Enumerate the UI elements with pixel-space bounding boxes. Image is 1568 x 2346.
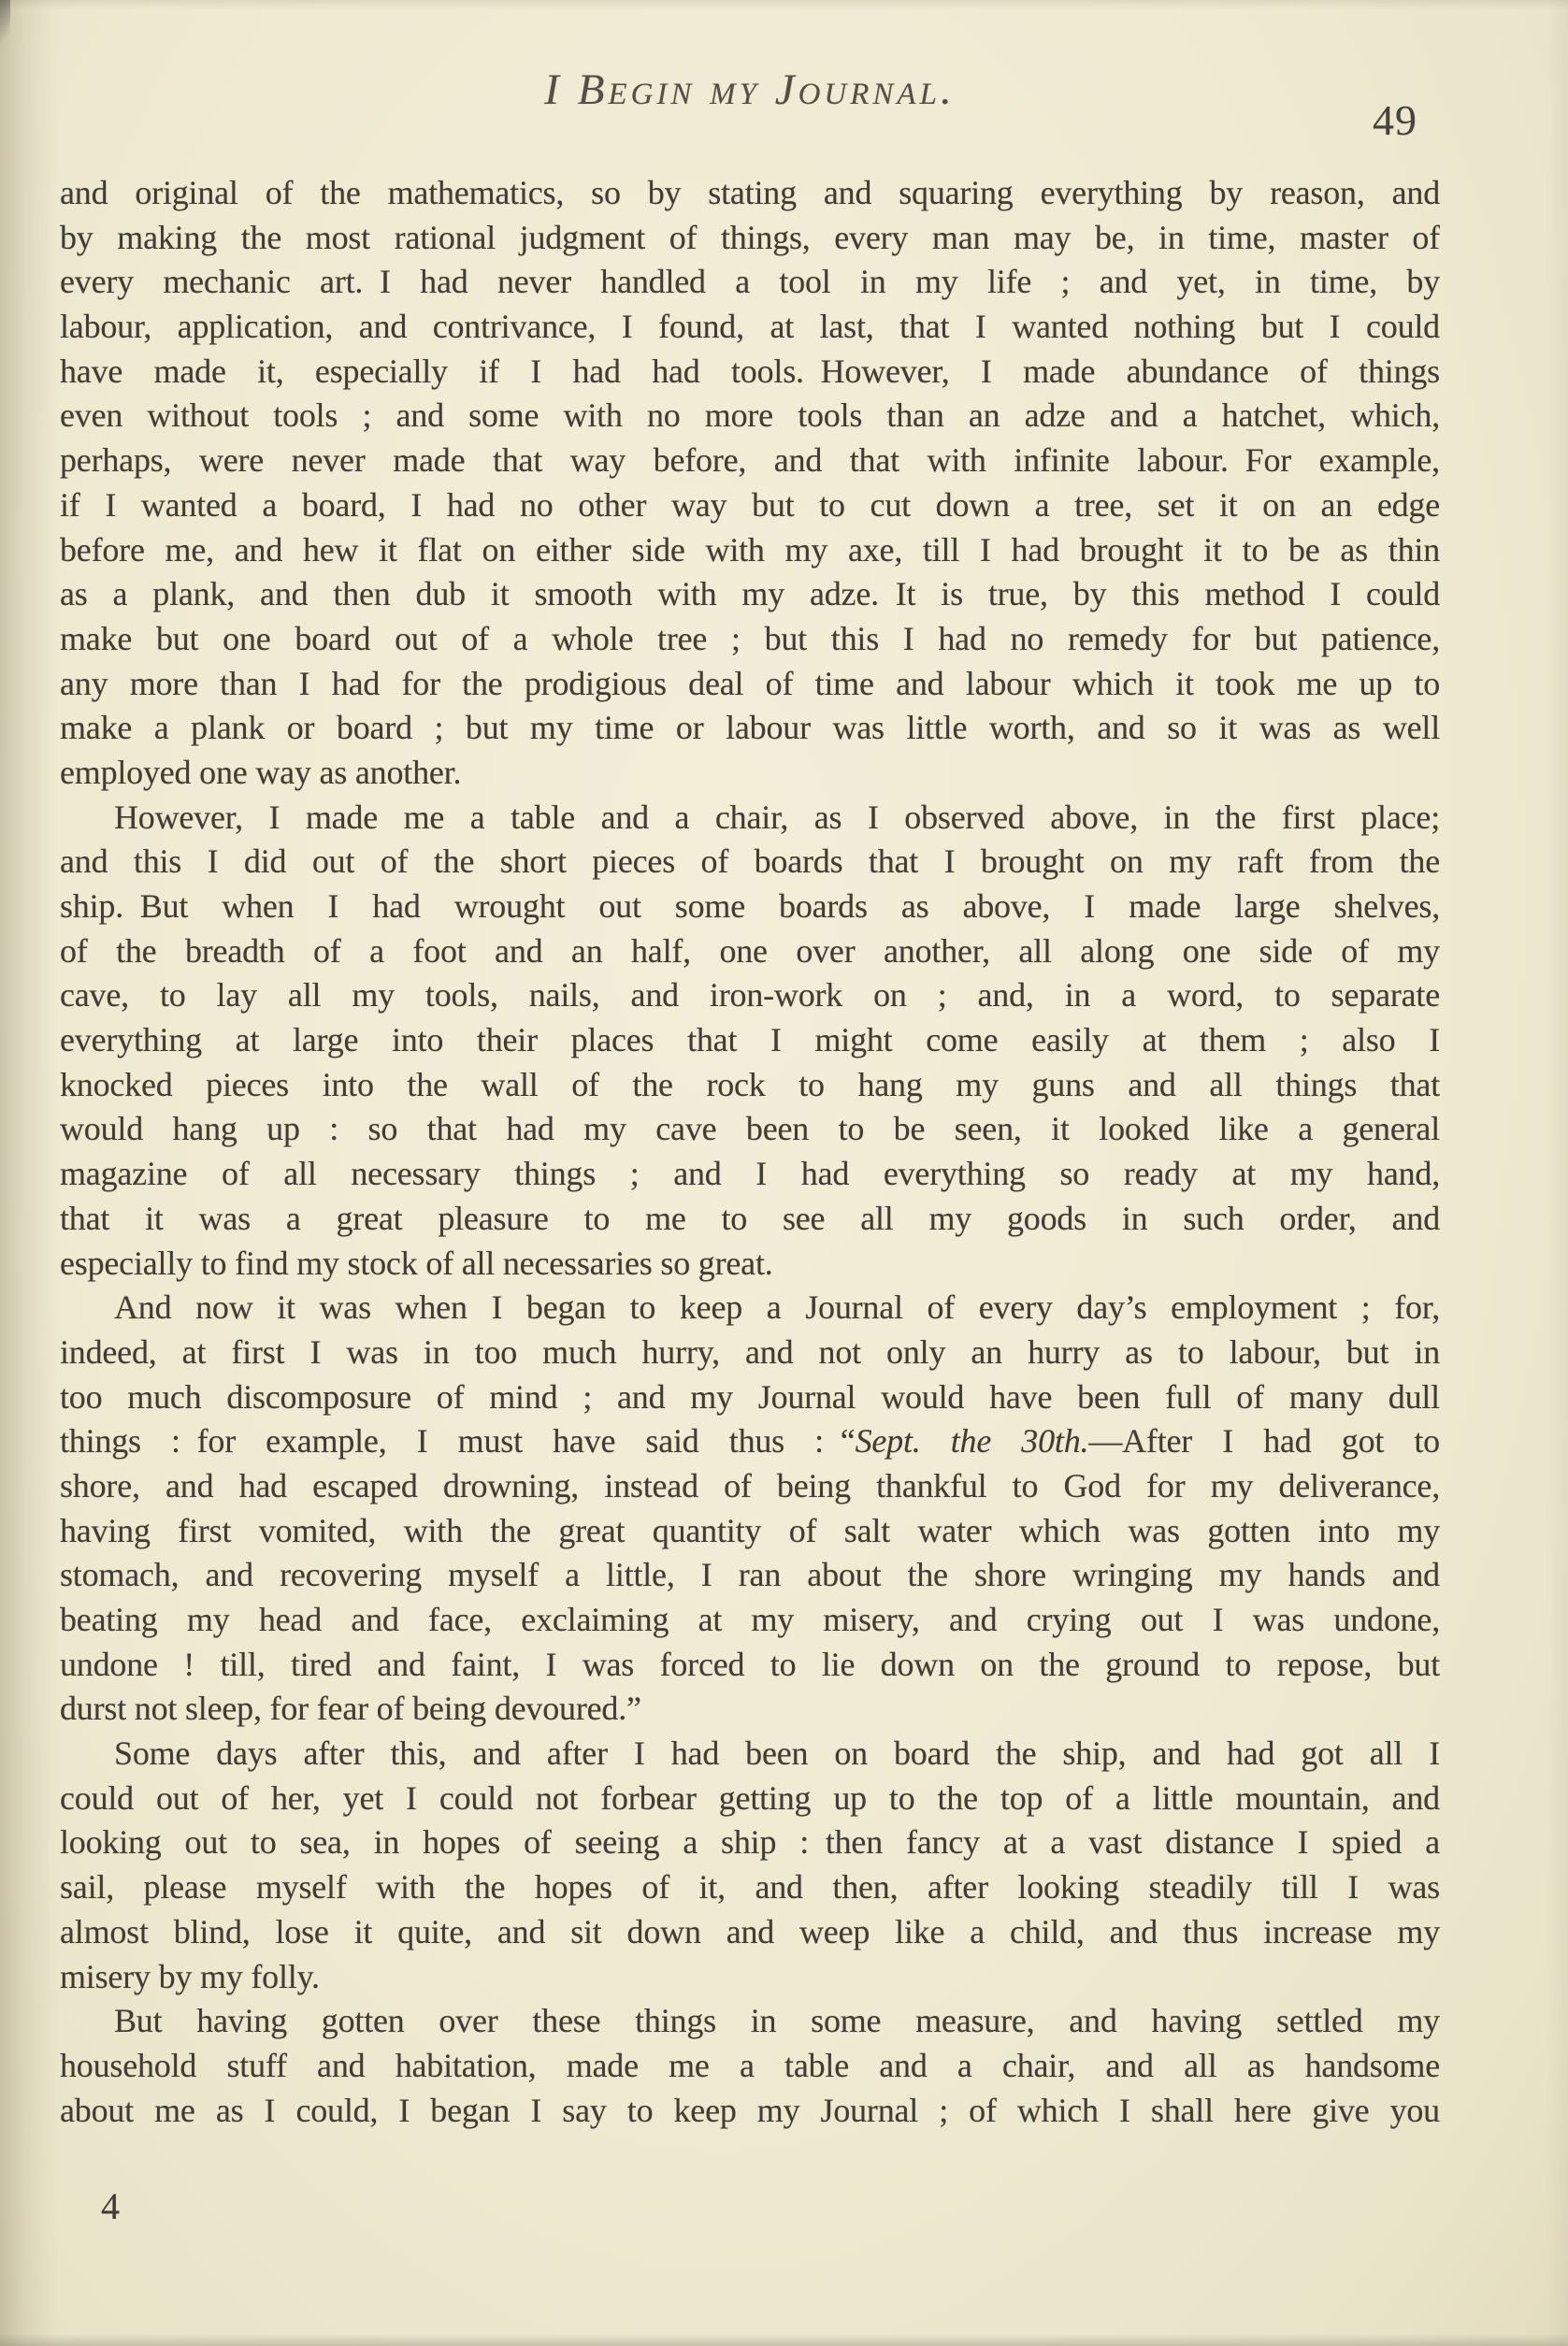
text-line: and original of the mathematics, so by stating and squaring everything by reason, and — [60, 174, 1440, 211]
text-line: ship. But when I had wrought out some boards as above, I made large shelves, — [60, 887, 1440, 925]
text-line: that it was a great pleasure to me to see all my goods in such order, and — [60, 1199, 1440, 1237]
italic-text-segment: Sept. the 30th. — [855, 1422, 1089, 1461]
text-line: labour, application, and contrivance, I found, at last, that I wanted nothing but I could — [60, 308, 1440, 346]
page-number: 49 — [1373, 96, 1417, 144]
text-line: looking out to sea, in hopes of seeing a ship : then fancy at a vast distance I spied a — [60, 1823, 1440, 1862]
text-line: And now it was when I began to keep a Journal of every day’s employment ; for, — [114, 1288, 1440, 1327]
text-line: and this I did out of the short pieces of boards that I brought on my raft from the — [60, 842, 1440, 881]
text-line: undone ! till, tired and faint, I was forced to lie down on the ground to repose, but — [60, 1645, 1440, 1683]
text-block — [60, 171, 1440, 2133]
text-line: household stuff and habitation, made me a table and a chair, and all as handsome — [60, 2046, 1440, 2084]
text-line: any more than I had for the prodigious deal of time and labour which it took me up to — [60, 664, 1440, 702]
text-line: having first vomited, with the great quantity of salt water which was gotten into my — [60, 1511, 1440, 1549]
text-line: knocked pieces into the wall of the rock to hang my guns and all things that — [60, 1065, 1440, 1103]
text-line: about me as I could, I began I say to keep my Journal ; of which I shall here give you — [60, 2091, 1440, 2129]
text-segment: things : for example, I must have said thus : “ — [60, 1422, 856, 1461]
text-line: especially to find my stock of all necessaries so great. — [60, 1244, 773, 1282]
text-line: almost blind, lose it quite, and sit down and weep like a child, and thus increase my — [60, 1912, 1440, 1950]
text-line: But having gotten over these things in some measure, and having settled my — [114, 2002, 1440, 2040]
text-line: durst not sleep, for fear of being devoured.” — [60, 1690, 641, 1728]
text-line: too much discomposure of mind ; and my Journal would have been full of many dull — [60, 1377, 1440, 1416]
text-line: would hang up : so that had my cave been to be seen, it looked like a general — [60, 1110, 1440, 1148]
signature-mark: 4 — [101, 2185, 120, 2227]
text-line: However, I made me a table and a chair, as I observed above, in the first place; — [114, 798, 1440, 836]
text-line: have made it, especially if I had had tools. However, I made abundance of things — [60, 352, 1440, 390]
page-title: I Begin my Journal. — [544, 65, 956, 114]
running-header — [60, 65, 1440, 114]
paragraph — [60, 796, 1440, 1287]
scan-edge-corner — [0, 0, 10, 49]
text-line: sail, please myself with the hopes of it, and then, after looking steadily till I was — [60, 1868, 1440, 1907]
text-line: perhaps, were never made that way before, and that with infinite labour. For example, — [60, 441, 1440, 480]
text-line: could out of her, yet I could not forbear getting up to the top of a little mountain, and — [60, 1778, 1440, 1817]
text-line: even without tools ; and some with no more tools than an adze and a hatchet, which, — [60, 396, 1440, 435]
text-line: everything at large into their places that I might come easily at them ; also I — [60, 1021, 1440, 1059]
text-line: magazine of all necessary things ; and I had everything so ready at my hand, — [60, 1155, 1440, 1193]
text-line: make but one board out of a whole tree ; but this I had no remedy for but patience, — [60, 619, 1440, 657]
text-line: Some days after this, and after I had been on board the ship, and had got all I — [114, 1734, 1440, 1773]
text-line: if I wanted a board, I had no other way but to cut down a tree, set it on an edge — [60, 485, 1440, 524]
text-line: beating my head and face, exclaiming at my misery, and crying out I was undone, — [60, 1601, 1440, 1638]
text-line: employed one way as another. — [60, 753, 462, 791]
text-segment: —After I had got to — [1088, 1422, 1440, 1461]
text-line: shore, and had escaped drowning, instead of being thankful to God for my deliverance, — [60, 1466, 1440, 1504]
text-line: before me, and hew it flat on either side with my axe, till I had brought it to be as thin — [60, 530, 1440, 569]
paragraph — [60, 1999, 1440, 2133]
text-line: of the breadth of a foot and an half, one over another, all along one side of my — [60, 931, 1440, 970]
text-line: every mechanic art. I had never handled a tool in my life ; and yet, in time, by — [60, 263, 1440, 301]
text-line: stomach, and recovering myself a little, I ran about the shore wringing my hands and — [60, 1556, 1440, 1594]
text-line: misery by my folly. — [60, 1957, 320, 1995]
text-line: by making the most rational judgment of things, every man may be, in time, master of — [60, 218, 1440, 256]
text-line: make a plank or board ; but my time or labour was little worth, and so it was as well — [60, 709, 1440, 747]
text-line: as a plank, and then dub it smooth with my adze. It is true, by this method I could — [60, 575, 1440, 613]
paragraph — [60, 1732, 1440, 1999]
text-line — [60, 1419, 1440, 1464]
text-line: cave, to lay all my tools, nails, and iron-work on ; and, in a word, to separate — [60, 976, 1440, 1015]
text-line: indeed, at first I was in too much hurry, and not only an hurry as to labour, but in — [60, 1332, 1440, 1371]
paragraph — [60, 171, 1440, 796]
paragraph — [60, 1286, 1440, 1732]
